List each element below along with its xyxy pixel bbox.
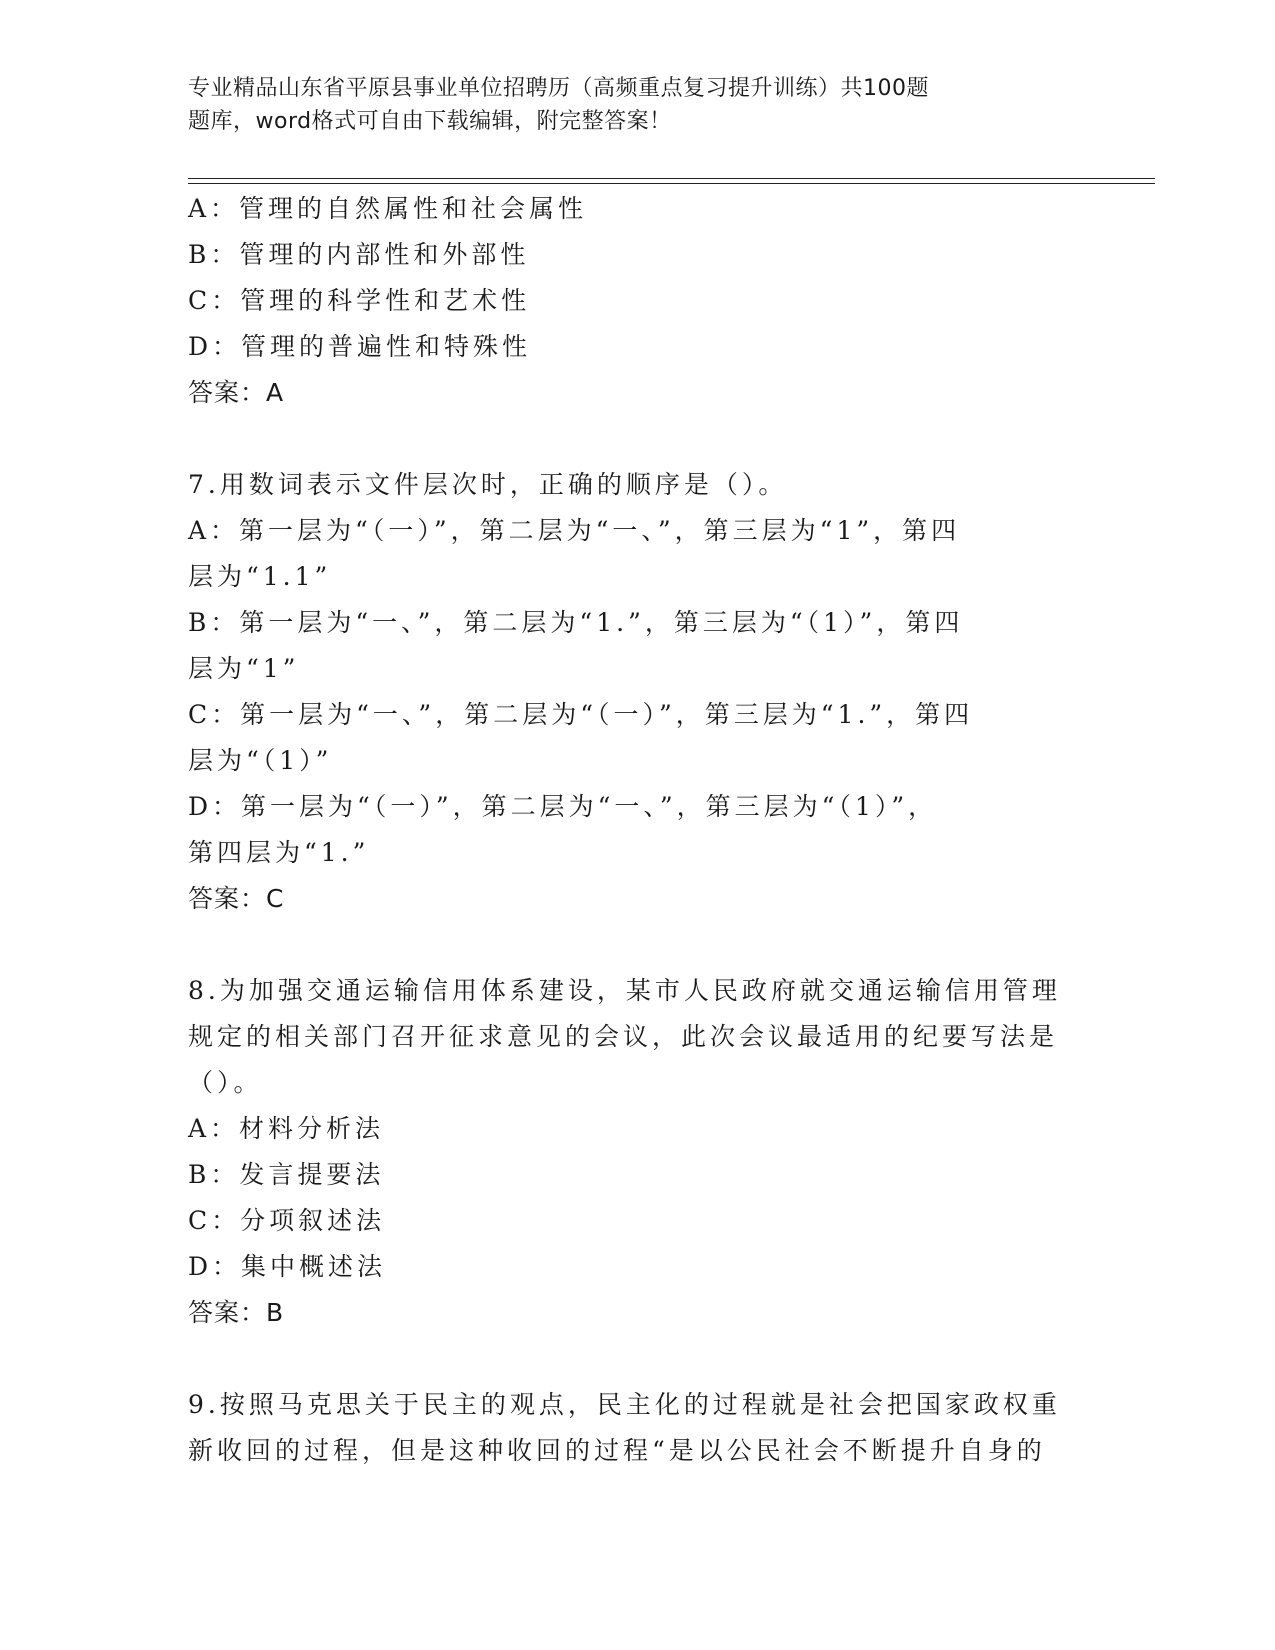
q7-option-b-line1: B：第一层为“一、”，第二层为“1.”，第三层为“（1）”，第四 <box>188 608 964 637</box>
header-line-2: 题库，word格式可自由下载编辑，附完整答案！ <box>188 109 672 134</box>
q8-stem-line3: （）。 <box>188 1068 263 1097</box>
q8-option-b: B：发言提要法 <box>188 1160 385 1189</box>
q6-answer: 答案：A <box>188 378 285 407</box>
q7-option-d-line2: 第四层为“1.” <box>188 838 370 867</box>
header-divider-top <box>188 178 1155 179</box>
q7-option-a-line1: A：第一层为“（一）”，第二层为“一、”，第三层为“1”，第四 <box>188 516 961 545</box>
q8-option-a: A：材料分析法 <box>188 1114 385 1143</box>
q6-option-a: A：管理的自然属性和社会属性 <box>188 194 588 223</box>
q9-stem-line2: 新收回的过程，但是这种收回的过程“是以公民社会不断提升自身的 <box>188 1436 1046 1465</box>
q6-option-d: D：管理的普遍性和特殊性 <box>188 332 532 361</box>
q8-option-c: C：分项叙述法 <box>188 1206 386 1235</box>
q8-option-d: D：集中概述法 <box>188 1252 387 1281</box>
q7-option-a-line2: 层为“1.1” <box>188 562 332 591</box>
q7-option-c-line2: 层为“（1）” <box>188 746 333 775</box>
q8-stem-line1: 8.为加强交通运输信用体系建设，某市人民政府就交通运输信用管理 <box>188 976 1061 1005</box>
header-divider-bottom <box>188 183 1155 184</box>
q7-option-c-line1: C：第一层为“一、”，第二层为“（一）”，第三层为“1.”，第四 <box>188 700 974 729</box>
q8-answer: 答案：B <box>188 1298 285 1327</box>
q7-answer: 答案：C <box>188 884 285 913</box>
q7-stem: 7.用数词表示文件层次时，正确的顺序是（）。 <box>188 470 788 499</box>
q7-option-b-line2: 层为“1” <box>188 654 300 683</box>
q7-option-d-line1: D：第一层为“（一）”，第二层为“一、”，第三层为“（1）”， <box>188 792 938 821</box>
q8-stem-line2: 规定的相关部门召开征求意见的会议，此次会议最适用的纪要写法是 <box>188 1022 1059 1051</box>
header-line-1: 专业精品山东省平原县事业单位招聘历（高频重点复习提升训练）共100题 <box>188 76 929 101</box>
q6-option-b: B：管理的内部性和外部性 <box>188 240 530 269</box>
question-content <box>188 186 1088 1474</box>
q6-option-c: C：管理的科学性和艺术性 <box>188 286 531 315</box>
document-header <box>188 72 1028 138</box>
q9-stem-line1: 9.按照马克思关于民主的观点，民主化的过程就是社会把国家政权重 <box>188 1390 1061 1419</box>
